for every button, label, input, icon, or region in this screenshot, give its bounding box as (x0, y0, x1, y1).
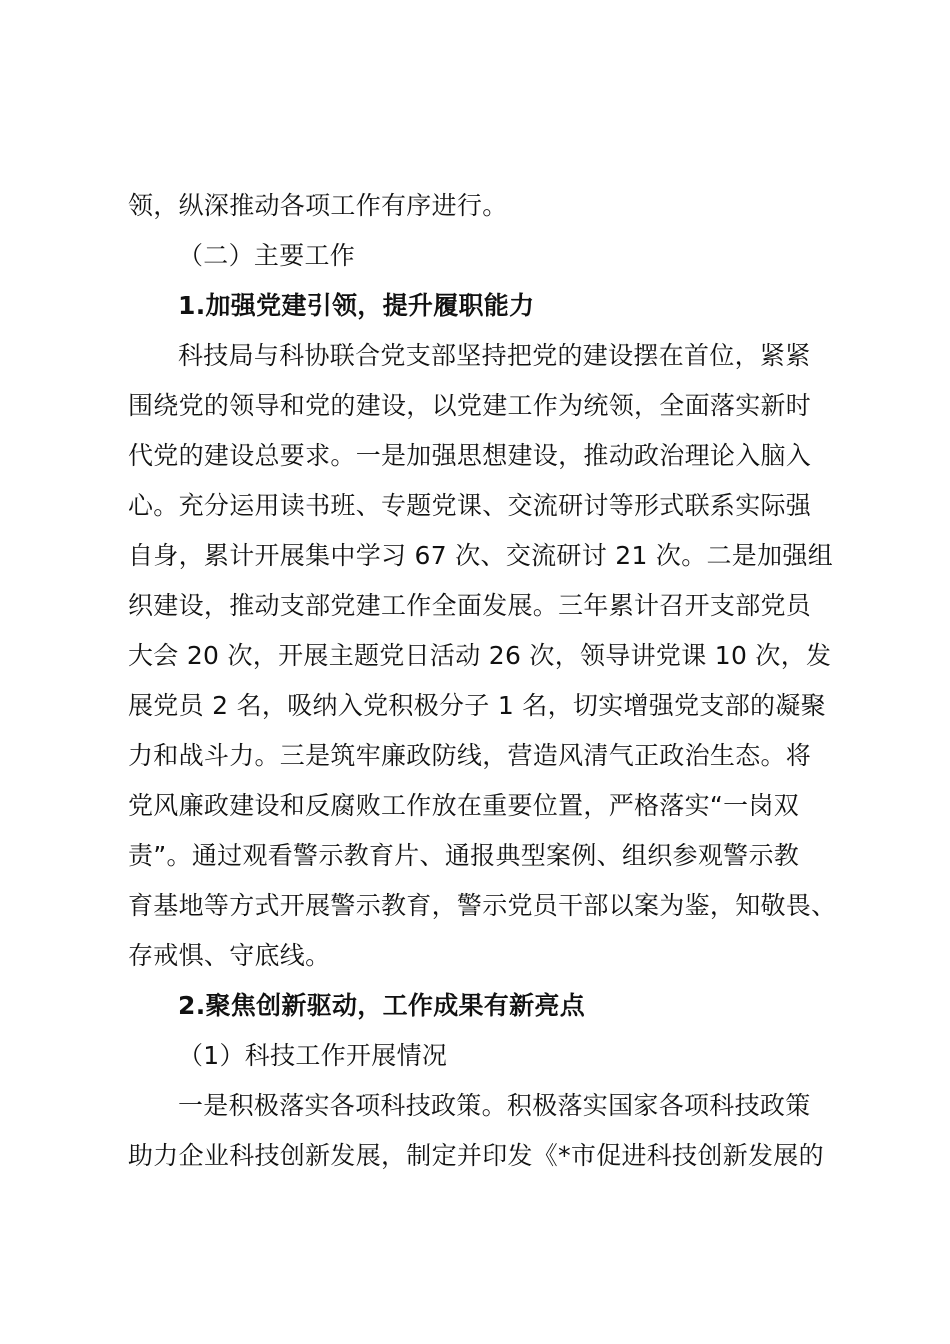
paragraph-line: 党风廉政建设和反腐败工作放在重要位置，严格落实“一岗双 (128, 791, 800, 820)
paragraph-line: 围绕党的领导和党的建设，以党建工作为统领，全面落实新时 (128, 391, 812, 420)
document-body (128, 181, 836, 1181)
paragraph-line: 展党员 2 名，吸纳入党积极分子 1 名，切实增强党支部的凝聚 (128, 691, 826, 720)
paragraph-line: 自身，累计开展集中学习 67 次、交流研讨 21 次。二是加强组 (128, 541, 834, 570)
section-heading: （二）主要工作 (178, 241, 356, 270)
paragraph-line: 一是积极落实各项科技政策。积极落实国家各项科技政策 (178, 1091, 811, 1120)
paragraph-line: 责”。通过观看警示教育片、通报典型案例、组织参观警示教 (128, 841, 800, 870)
paragraph-line: 心。充分运用读书班、专题党课、交流研讨等形式联系实际强 (128, 491, 812, 520)
paragraph-line: 代党的建设总要求。一是加强思想建设，推动政治理论入脑入 (128, 441, 812, 470)
paragraph-line: 大会 20 次，开展主题党日活动 26 次，领导讲党课 10 次，发 (128, 641, 832, 670)
paragraph-line: 育基地等方式开展警示教育，警示党员干部以案为鉴，知敬畏、 (128, 891, 837, 920)
paragraph-line: 科技局与科协联合党支部坚持把党的建设摆在首位，紧紧 (178, 341, 811, 370)
paragraph-line: 助力企业科技创新发展，制定并印发《*市促进科技创新发展的 (128, 1141, 824, 1170)
paragraph-line: 织建设，推动支部党建工作全面发展。三年累计召开支部党员 (128, 591, 812, 620)
subsection-heading: 2.聚焦创新驱动，工作成果有新亮点 (178, 991, 585, 1020)
paragraph-line: 力和战斗力。三是筑牢廉政防线，营造风清气正政治生态。将 (128, 741, 812, 770)
paragraph-continuation-line: 领，纵深推动各项工作有序进行。 (128, 191, 508, 220)
subsection-heading: 1.加强党建引领，提升履职能力 (178, 291, 535, 320)
paragraph-line: 存戒惧、守底线。 (128, 941, 331, 970)
sub-subsection-heading: （1）科技工作开展情况 (178, 1041, 448, 1070)
